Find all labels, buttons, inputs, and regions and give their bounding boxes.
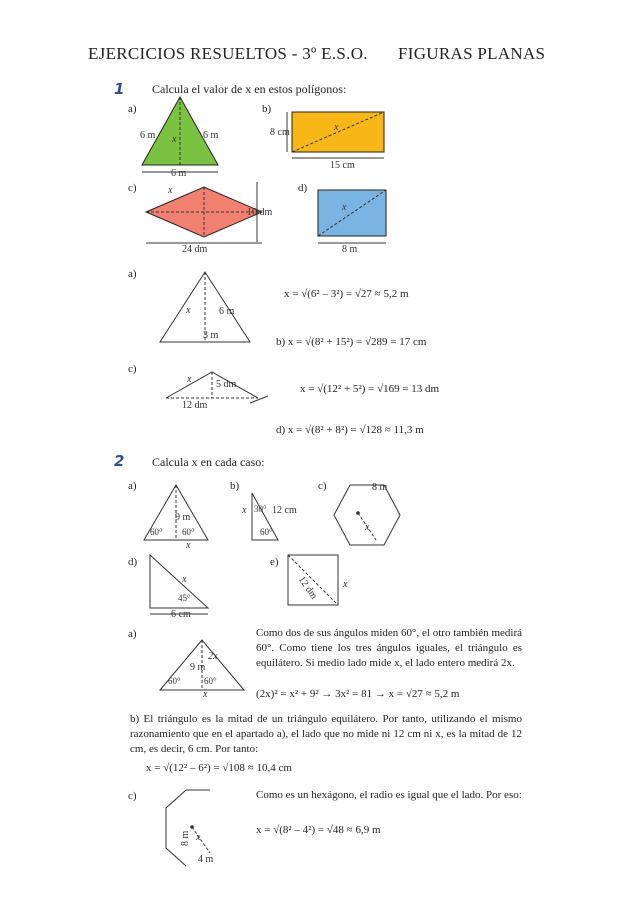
ex2-sol-a-ang1: 60° xyxy=(168,676,181,686)
ex2-b-x: x xyxy=(242,505,247,516)
ex2-a-ang1: 60° xyxy=(150,527,163,537)
page-header-left: EJERCICIOS RESUELTOS - 3º E.S.O. xyxy=(88,44,368,63)
ex1-d-side: 8 m xyxy=(342,244,358,255)
ex1-sol-a-equation: x = √(6² – 3²) = √27 ≈ 5,2 m xyxy=(284,288,409,300)
ex2-d-tag: d) xyxy=(128,556,138,568)
ex1-sol-c-tag: c) xyxy=(128,363,137,375)
ex1-c-diag-short: 10 dm xyxy=(247,207,273,218)
ex2-sol-a-figure xyxy=(160,640,244,700)
ex2-a-figure xyxy=(144,485,208,551)
ex2-sol-c-figure xyxy=(166,790,214,866)
ex2-a-tag: a) xyxy=(128,480,137,492)
ex1-b-height: 8 cm xyxy=(270,127,290,138)
ex1-c-tag: c) xyxy=(128,182,137,194)
ex2-sol-b-equation: x = √(12² – 6²) = √108 ≈ 10,4 cm xyxy=(146,762,292,774)
ex2-sol-a-equation: (2x)² = x² + 9² → 3x² = 81 → x = √27 ≈ 5,2 m xyxy=(256,688,460,700)
ex2-sol-a-side: 2x xyxy=(208,651,218,662)
exercise-1-prompt: Calcula el valor de x en estos polígonos: xyxy=(152,82,347,96)
ex1-a-triangle xyxy=(140,97,219,179)
ex2-c-side: 8 m xyxy=(372,482,388,493)
ex1-sol-a-x: x xyxy=(186,305,191,316)
ex1-sol-c-x: x xyxy=(187,374,192,385)
ex2-sol-c-text: Como es un hexágono, el radio es igual que el lado. Por eso: xyxy=(256,789,522,801)
ex2-c-tag: c) xyxy=(318,480,327,492)
ex2-b-figure xyxy=(241,493,297,540)
ex2-sol-c-equation: x = √(8² – 4²) = √48 ≈ 6,9 m xyxy=(256,824,381,836)
ex2-sol-c-half: 4 m xyxy=(198,854,214,865)
ex2-e-x: x xyxy=(343,579,348,590)
ex2-b-ang-bottom: 60° xyxy=(260,527,273,537)
exercise-2-prompt: Calcula x en cada caso: xyxy=(152,455,265,469)
ex2-sol-c-x: x xyxy=(196,832,201,843)
ex1-c-rhombus xyxy=(146,182,273,255)
ex1-b-rectangle xyxy=(270,112,384,171)
ex2-d-ang: 45° xyxy=(178,593,191,603)
ex1-b-x: x xyxy=(334,122,339,133)
ex1-sol-a-side: 6 m xyxy=(219,306,235,317)
ex1-d-x: x xyxy=(342,202,347,213)
ex1-c-x: x xyxy=(168,185,173,196)
ex1-a-tag: a) xyxy=(128,103,137,115)
ex1-sol-c-equation: x = √(12² + 5²) = √169 = 13 dm xyxy=(300,383,440,395)
page-header-right: FIGURAS PLANAS xyxy=(398,44,546,63)
ex1-c-diag-long: 24 dm xyxy=(182,244,208,255)
ex2-d-base: 6 cm xyxy=(171,609,191,620)
ex2-d-figure xyxy=(150,555,208,620)
ex2-sol-c-tag: c) xyxy=(128,790,137,802)
ex2-sol-a-text: Como dos de sus ángulos miden 60°, el otro también medirá 60°. Como tiene los tres ángulos iguales, el triángulo es equilátero. Si medio lado mide x, el lado entero medirá 2x. xyxy=(256,627,522,669)
ex2-b-ang-top: 30° xyxy=(254,504,267,514)
ex2-a-h: 9 m xyxy=(175,512,191,523)
ex1-b-width: 15 cm xyxy=(330,160,355,171)
ex1-sol-d-equation: d) x = √(8² + 8²) = √128 ≈ 11,3 m xyxy=(276,424,424,436)
ex2-sol-a-x: x xyxy=(203,689,208,700)
ex1-sol-c-half-long: 12 dm xyxy=(182,400,208,411)
ex1-b-tag: b) xyxy=(262,103,272,115)
ex1-a-x: x xyxy=(172,134,177,145)
ex2-e-square xyxy=(288,555,348,605)
ex2-e-diag: 12 dm xyxy=(295,574,320,602)
exercise-2-number: 2 xyxy=(114,452,125,470)
ex1-d-square xyxy=(318,190,386,255)
ex1-sol-b-equation: b) x = √(8² + 15²) = √289 = 17 cm xyxy=(276,336,427,348)
ex2-d-x: x xyxy=(182,574,187,585)
ex2-sol-b-text: b) El triángulo es la mitad de un triángulo equilátero. Por tanto, utilizando el mismo razonamiento que en el apartado a), el lado que no mide ni 12 cm ni x, es la mitad de 12 cm, es decir, 6 cm. Por tanto: xyxy=(130,713,522,755)
ex1-a-base: 6 m xyxy=(171,168,187,179)
ex1-sol-a-half: 3 m xyxy=(203,330,219,341)
ex2-c-x: x xyxy=(365,522,370,533)
ex2-sol-a-tag: a) xyxy=(128,628,137,640)
ex2-b-hyp: 12 cm xyxy=(272,505,297,516)
ex1-d-tag: d) xyxy=(298,182,308,194)
ex1-sol-c-half-short: 5 dm xyxy=(216,379,237,390)
ex2-a-ang2: 60° xyxy=(182,527,195,537)
ex2-c-hexagon xyxy=(334,482,400,545)
ex1-sol-a-figure xyxy=(160,272,250,342)
ex2-a-x: x xyxy=(186,540,191,551)
exercise-1-number: 1 xyxy=(114,80,125,98)
ex2-b-tag: b) xyxy=(230,480,240,492)
ex1-sol-c-figure xyxy=(166,372,268,411)
ex2-sol-a-h: 9 m xyxy=(190,662,206,673)
ex1-a-side-left: 6 m xyxy=(140,130,156,141)
ex2-e-tag: e) xyxy=(270,556,279,568)
ex1-a-side-right: 6 m xyxy=(203,130,219,141)
ex2-sol-c-side: 8 m xyxy=(180,830,191,846)
ex1-sol-a-tag: a) xyxy=(128,268,137,280)
ex2-sol-a-ang2: 60° xyxy=(204,676,217,686)
